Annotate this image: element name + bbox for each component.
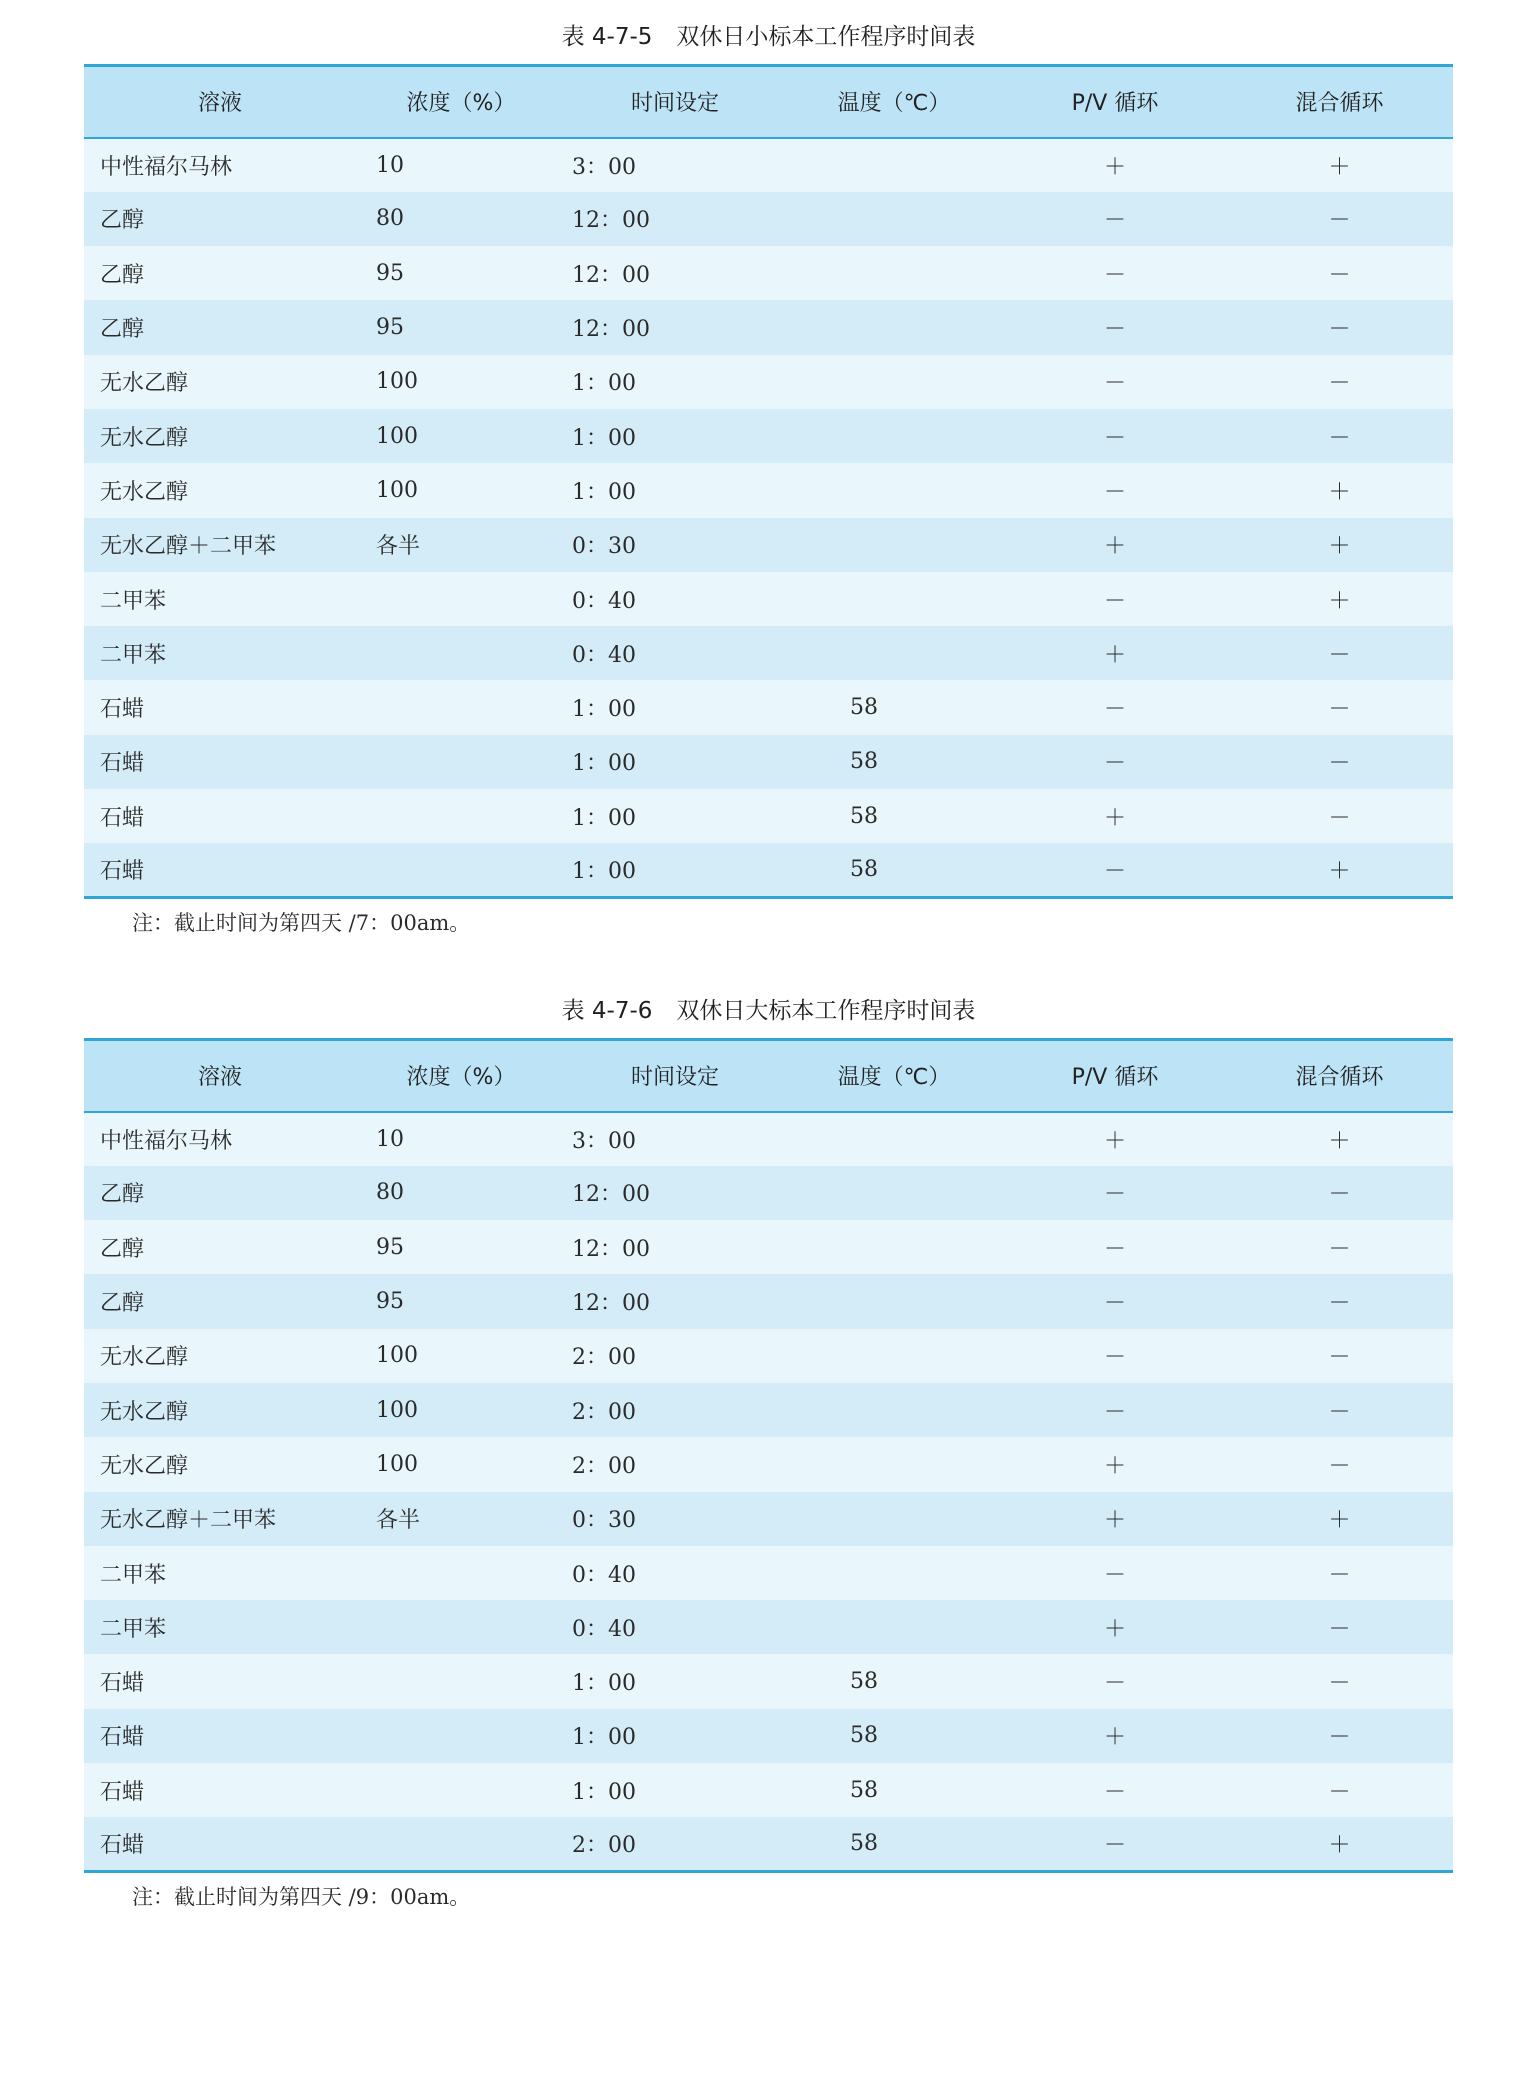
header-pv-cycle: P/V 循环 bbox=[1004, 1040, 1226, 1112]
table-row bbox=[84, 518, 1453, 572]
cell-solution: 乙醇 bbox=[100, 1182, 145, 1208]
cell-temperature bbox=[784, 300, 1004, 354]
cell-concentration: 100 bbox=[376, 369, 418, 395]
cell-pv-cycle: － bbox=[1103, 1236, 1126, 1262]
cell-pv-cycle: － bbox=[1004, 1817, 1226, 1871]
cell-pv-cycle: ＋ bbox=[1103, 1508, 1126, 1534]
cell-solution: 无水乙醇 bbox=[100, 1345, 189, 1371]
cell-concentration: 100 bbox=[376, 1397, 418, 1423]
header-pv-cycle: P/V 循环 bbox=[1004, 66, 1226, 138]
cell-concentration: 100 bbox=[376, 1343, 418, 1369]
table-number: 表 4-7-6 bbox=[561, 998, 653, 1024]
table-body bbox=[84, 1112, 1453, 1872]
cell-temperature bbox=[784, 518, 1004, 572]
cell-temperature bbox=[784, 1437, 1004, 1491]
cell-concentration bbox=[356, 843, 566, 897]
table-number: 表 4-7-5 bbox=[561, 24, 653, 50]
cell-solution: 中性福尔马林 bbox=[100, 154, 233, 180]
cell-pv-cycle: － bbox=[1103, 1562, 1126, 1588]
cell-concentration bbox=[356, 1763, 566, 1817]
cell-solution: 无水乙醇＋二甲苯 bbox=[100, 1508, 277, 1534]
cell-temperature bbox=[784, 355, 1004, 409]
table-row bbox=[84, 1654, 1453, 1708]
cell-time: 2：00 bbox=[572, 1399, 636, 1425]
cell-time: 1：00 bbox=[572, 805, 636, 831]
cell-temperature bbox=[784, 1274, 1004, 1328]
cell-mix-cycle: ＋ bbox=[1226, 1817, 1453, 1871]
table-row bbox=[84, 1274, 1453, 1328]
table-row bbox=[84, 1437, 1453, 1491]
cell-solution: 乙醇 bbox=[100, 1291, 145, 1317]
cell-concentration: 10 bbox=[376, 1126, 404, 1152]
cell-temperature: 58 bbox=[850, 1777, 878, 1803]
cell-temperature bbox=[784, 1329, 1004, 1383]
cell-concentration: 95 bbox=[376, 1234, 404, 1260]
cell-pv-cycle: ＋ bbox=[1103, 1128, 1126, 1154]
header-time: 时间设定 bbox=[566, 1040, 784, 1112]
cell-solution: 乙醇 bbox=[100, 208, 145, 234]
table-row bbox=[84, 1329, 1453, 1383]
cell-temperature bbox=[784, 626, 1004, 680]
cell-pv-cycle: ＋ bbox=[1103, 534, 1126, 560]
cell-solution: 无水乙醇 bbox=[100, 1453, 189, 1479]
table-header-row bbox=[84, 1040, 1453, 1112]
cell-temperature bbox=[784, 1220, 1004, 1274]
cell-temperature bbox=[784, 192, 1004, 246]
cell-mix-cycle: ＋ bbox=[1328, 1128, 1351, 1154]
cell-mix-cycle: － bbox=[1328, 1671, 1351, 1697]
cell-solution: 二甲苯 bbox=[100, 1562, 167, 1588]
cell-mix-cycle: － bbox=[1328, 1616, 1351, 1642]
cell-pv-cycle: － bbox=[1103, 425, 1126, 451]
cell-mix-cycle: － bbox=[1328, 1562, 1351, 1588]
cell-pv-cycle: － bbox=[1004, 843, 1226, 897]
cell-concentration: 80 bbox=[376, 206, 404, 232]
cell-solution: 石蜡 bbox=[100, 1671, 145, 1697]
table-header-row bbox=[84, 66, 1453, 138]
cell-mix-cycle: － bbox=[1328, 371, 1351, 397]
cell-concentration: 各半 bbox=[376, 1508, 421, 1534]
cell-concentration bbox=[356, 735, 566, 789]
cell-mix-cycle: － bbox=[1328, 1779, 1351, 1805]
cell-pv-cycle: ＋ bbox=[1103, 154, 1126, 180]
cell-pv-cycle: ＋ bbox=[1103, 1725, 1126, 1751]
cell-mix-cycle: ＋ bbox=[1328, 1508, 1351, 1534]
cell-pv-cycle: － bbox=[1103, 1779, 1126, 1805]
table-title: 双休日大标本工作程序时间表 bbox=[676, 998, 976, 1024]
cell-time: 0：40 bbox=[572, 588, 636, 614]
table-row bbox=[84, 1600, 1453, 1654]
cell-mix-cycle: － bbox=[1328, 425, 1351, 451]
cell-pv-cycle: ＋ bbox=[1103, 1453, 1126, 1479]
cell-mix-cycle: － bbox=[1328, 208, 1351, 234]
cell-pv-cycle: － bbox=[1103, 697, 1126, 723]
cell-pv-cycle: ＋ bbox=[1103, 805, 1126, 831]
cell-concentration: 100 bbox=[376, 1451, 418, 1477]
cell-time: 0：30 bbox=[572, 534, 636, 560]
cell-pv-cycle: － bbox=[1103, 1399, 1126, 1425]
cell-solution: 无水乙醇＋二甲苯 bbox=[100, 534, 277, 560]
table-row bbox=[84, 1709, 1453, 1763]
header-temperature: 温度（℃） bbox=[784, 1040, 1004, 1112]
cell-time: 12：00 bbox=[572, 208, 650, 234]
cell-concentration bbox=[356, 680, 566, 734]
cell-pv-cycle: － bbox=[1103, 208, 1126, 234]
cell-solution: 二甲苯 bbox=[100, 588, 167, 614]
cell-mix-cycle: － bbox=[1328, 1291, 1351, 1317]
table-row bbox=[84, 355, 1453, 409]
cell-concentration: 10 bbox=[376, 152, 404, 178]
cell-temperature bbox=[784, 572, 1004, 626]
cell-pv-cycle: － bbox=[1103, 1671, 1126, 1697]
cell-solution: 石蜡 bbox=[100, 751, 145, 777]
table-row bbox=[84, 1492, 1453, 1546]
cell-pv-cycle: － bbox=[1103, 262, 1126, 288]
table-row bbox=[84, 1546, 1453, 1600]
table-row bbox=[84, 680, 1453, 734]
cell-concentration bbox=[356, 1654, 566, 1708]
cell-pv-cycle: － bbox=[1103, 317, 1126, 343]
cell-solution: 无水乙醇 bbox=[100, 371, 189, 397]
cell-mix-cycle: － bbox=[1328, 1345, 1351, 1371]
cell-pv-cycle: － bbox=[1103, 371, 1126, 397]
cell-mix-cycle: ＋ bbox=[1328, 588, 1351, 614]
cell-temperature bbox=[784, 1112, 1004, 1166]
cell-solution: 无水乙醇 bbox=[100, 425, 189, 451]
table-row bbox=[84, 843, 1453, 897]
cell-temperature bbox=[784, 463, 1004, 517]
cell-temperature bbox=[784, 1383, 1004, 1437]
cell-temperature: 58 bbox=[850, 1669, 878, 1695]
cell-mix-cycle: ＋ bbox=[1328, 479, 1351, 505]
header-mix-cycle: 混合循环 bbox=[1226, 1040, 1453, 1112]
header-concentration: 浓度（%） bbox=[356, 1040, 566, 1112]
cell-concentration: 各半 bbox=[376, 534, 421, 560]
cell-time: 12：00 bbox=[572, 1236, 650, 1262]
table-note: 注：截止时间为第四天 /9：00am。 bbox=[132, 1885, 471, 1910]
cell-solution: 乙醇 bbox=[100, 317, 145, 343]
cell-concentration bbox=[356, 1546, 566, 1600]
cell-concentration: 95 bbox=[376, 260, 404, 286]
cell-concentration: 95 bbox=[376, 1289, 404, 1315]
cell-time: 12：00 bbox=[572, 262, 650, 288]
cell-time: 1：00 bbox=[572, 425, 636, 451]
schedule-table-large bbox=[84, 1038, 1453, 1873]
cell-mix-cycle: － bbox=[1328, 1453, 1351, 1479]
cell-concentration bbox=[356, 1817, 566, 1871]
table-row bbox=[84, 300, 1453, 354]
cell-pv-cycle: ＋ bbox=[1103, 1616, 1126, 1642]
cell-solution: 无水乙醇 bbox=[100, 1399, 189, 1425]
cell-mix-cycle: － bbox=[1328, 1725, 1351, 1751]
cell-mix-cycle: － bbox=[1328, 317, 1351, 343]
cell-time: 2：00 bbox=[572, 1453, 636, 1479]
cell-concentration: 80 bbox=[376, 1180, 404, 1206]
cell-solution: 石蜡 bbox=[100, 1725, 145, 1751]
cell-solution: 二甲苯 bbox=[100, 1616, 167, 1642]
cell-solution: 二甲苯 bbox=[100, 642, 167, 668]
cell-solution: 石蜡 bbox=[84, 843, 356, 897]
header-mix-cycle: 混合循环 bbox=[1226, 66, 1453, 138]
table-title: 双休日小标本工作程序时间表 bbox=[676, 24, 976, 50]
cell-temperature: 58 bbox=[850, 1723, 878, 1749]
table-caption bbox=[84, 14, 1453, 60]
cell-concentration bbox=[356, 572, 566, 626]
table-caption bbox=[84, 988, 1453, 1034]
header-time: 时间设定 bbox=[566, 66, 784, 138]
cell-concentration bbox=[356, 1600, 566, 1654]
table-row bbox=[84, 463, 1453, 517]
cell-temperature: 58 bbox=[784, 843, 1004, 897]
table-row bbox=[84, 789, 1453, 843]
cell-pv-cycle: － bbox=[1103, 588, 1126, 614]
cell-time: 3：00 bbox=[572, 1128, 636, 1154]
cell-time: 0：30 bbox=[572, 1508, 636, 1534]
cell-time: 1：00 bbox=[572, 697, 636, 723]
cell-mix-cycle: － bbox=[1328, 751, 1351, 777]
table-note: 注：截止时间为第四天 /7：00am。 bbox=[132, 911, 471, 936]
cell-temperature bbox=[784, 409, 1004, 463]
cell-time: 12：00 bbox=[572, 1182, 650, 1208]
table-row bbox=[84, 1112, 1453, 1166]
cell-solution: 石蜡 bbox=[84, 1817, 356, 1871]
table-row bbox=[84, 735, 1453, 789]
table-row bbox=[84, 1166, 1453, 1220]
cell-concentration bbox=[356, 626, 566, 680]
cell-time: 0：40 bbox=[572, 1616, 636, 1642]
cell-temperature bbox=[784, 1600, 1004, 1654]
cell-solution: 石蜡 bbox=[100, 1779, 145, 1805]
table-body bbox=[84, 138, 1453, 898]
cell-concentration: 100 bbox=[376, 423, 418, 449]
cell-time: 1：00 bbox=[572, 371, 636, 397]
cell-solution: 石蜡 bbox=[100, 697, 145, 723]
header-solution: 溶液 bbox=[84, 1040, 356, 1112]
cell-mix-cycle: － bbox=[1328, 1182, 1351, 1208]
cell-time: 2：00 bbox=[566, 1817, 784, 1871]
cell-time: 2：00 bbox=[572, 1345, 636, 1371]
table-row bbox=[84, 626, 1453, 680]
cell-concentration: 100 bbox=[376, 477, 418, 503]
cell-time: 1：00 bbox=[572, 1779, 636, 1805]
cell-pv-cycle: － bbox=[1103, 751, 1126, 777]
cell-time: 1：00 bbox=[572, 1725, 636, 1751]
cell-mix-cycle: ＋ bbox=[1226, 843, 1453, 897]
table-row bbox=[84, 192, 1453, 246]
table-block-large-specimen bbox=[84, 988, 1453, 1913]
cell-time: 1：00 bbox=[572, 1671, 636, 1697]
cell-concentration bbox=[356, 789, 566, 843]
cell-temperature bbox=[784, 246, 1004, 300]
cell-time: 0：40 bbox=[572, 642, 636, 668]
cell-mix-cycle: － bbox=[1328, 642, 1351, 668]
cell-pv-cycle: － bbox=[1103, 479, 1126, 505]
cell-temperature: 58 bbox=[850, 803, 878, 829]
cell-time: 12：00 bbox=[572, 1291, 650, 1317]
cell-time: 1：00 bbox=[572, 751, 636, 777]
table-row bbox=[84, 1383, 1453, 1437]
cell-time: 12：00 bbox=[572, 317, 650, 343]
cell-pv-cycle: － bbox=[1103, 1182, 1126, 1208]
table-row bbox=[84, 246, 1453, 300]
cell-solution: 无水乙醇 bbox=[100, 479, 189, 505]
cell-time: 3：00 bbox=[572, 154, 636, 180]
cell-mix-cycle: － bbox=[1328, 262, 1351, 288]
cell-time: 1：00 bbox=[572, 479, 636, 505]
cell-temperature bbox=[784, 138, 1004, 192]
cell-time: 0：40 bbox=[572, 1562, 636, 1588]
schedule-table-small bbox=[84, 64, 1453, 899]
cell-mix-cycle: － bbox=[1328, 1399, 1351, 1425]
cell-temperature bbox=[784, 1166, 1004, 1220]
cell-mix-cycle: － bbox=[1328, 1236, 1351, 1262]
cell-time: 1：00 bbox=[566, 843, 784, 897]
cell-solution: 中性福尔马林 bbox=[100, 1128, 233, 1154]
cell-temperature: 58 bbox=[850, 749, 878, 775]
cell-temperature: 58 bbox=[850, 695, 878, 721]
header-temperature: 温度（℃） bbox=[784, 66, 1004, 138]
header-solution: 溶液 bbox=[84, 66, 356, 138]
cell-temperature bbox=[784, 1546, 1004, 1600]
cell-mix-cycle: ＋ bbox=[1328, 534, 1351, 560]
cell-solution: 乙醇 bbox=[100, 1236, 145, 1262]
cell-solution: 石蜡 bbox=[100, 805, 145, 831]
table-row bbox=[84, 138, 1453, 192]
cell-pv-cycle: － bbox=[1103, 1291, 1126, 1317]
cell-mix-cycle: － bbox=[1328, 805, 1351, 831]
table-row bbox=[84, 409, 1453, 463]
header-concentration: 浓度（%） bbox=[356, 66, 566, 138]
cell-pv-cycle: － bbox=[1103, 1345, 1126, 1371]
cell-concentration: 95 bbox=[376, 315, 404, 341]
table-row bbox=[84, 1220, 1453, 1274]
cell-temperature bbox=[784, 1492, 1004, 1546]
cell-temperature: 58 bbox=[784, 1817, 1004, 1871]
table-row bbox=[84, 1763, 1453, 1817]
cell-pv-cycle: ＋ bbox=[1103, 642, 1126, 668]
table-row bbox=[84, 572, 1453, 626]
cell-solution: 乙醇 bbox=[100, 262, 145, 288]
cell-mix-cycle: － bbox=[1328, 697, 1351, 723]
table-block-small-specimen bbox=[84, 14, 1453, 939]
table-row bbox=[84, 1817, 1453, 1871]
cell-mix-cycle: ＋ bbox=[1328, 154, 1351, 180]
cell-concentration bbox=[356, 1709, 566, 1763]
